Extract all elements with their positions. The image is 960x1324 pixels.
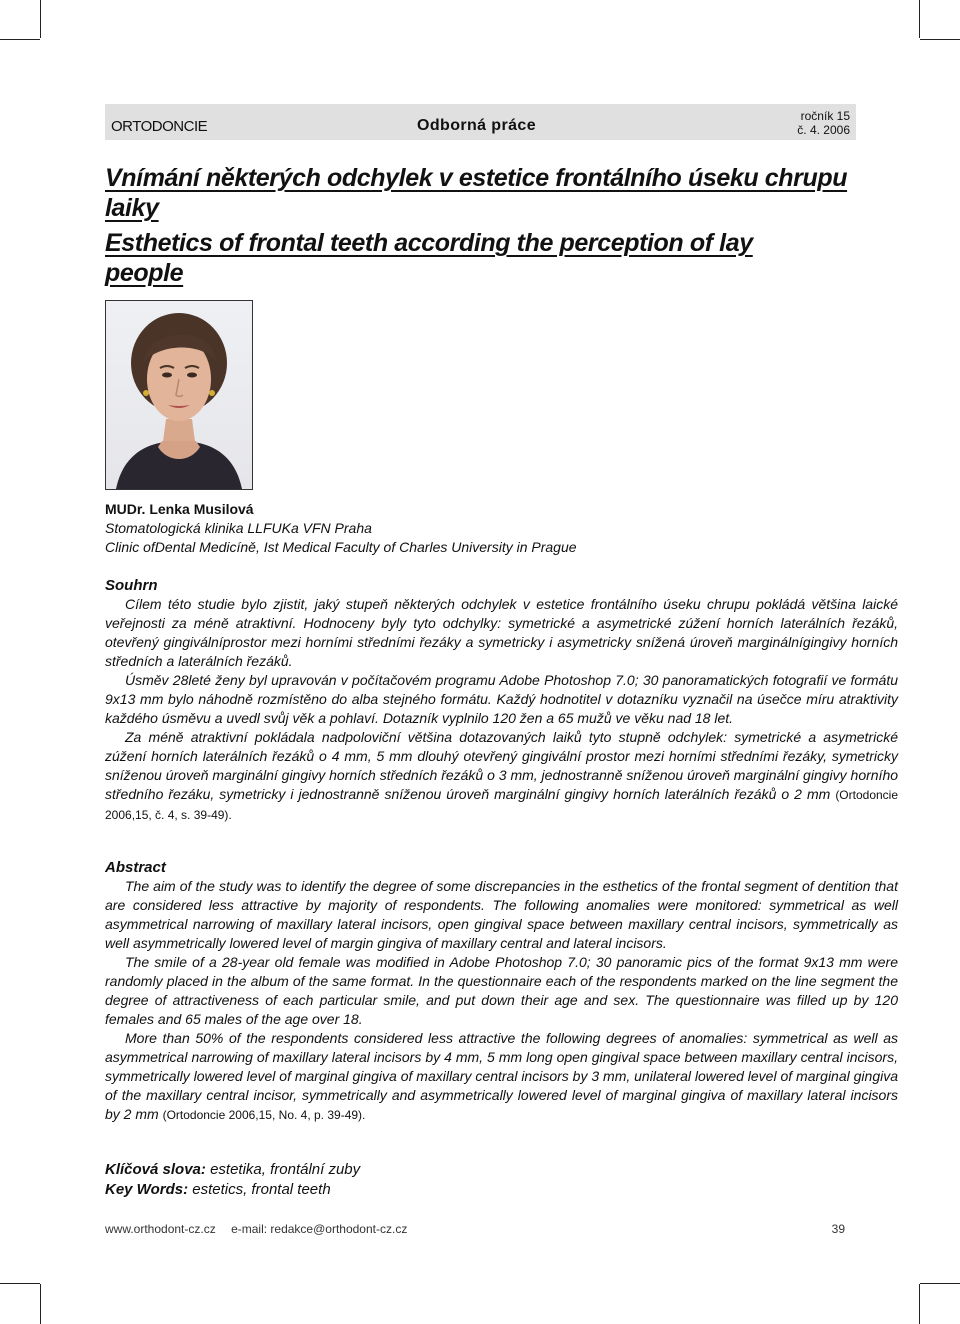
crop-mark — [919, 0, 920, 38]
summary-paragraph — [105, 728, 898, 825]
footer-email[interactable]: e-mail: redakce@orthodont-cz.cz — [231, 1222, 408, 1236]
keywords-english — [105, 1180, 898, 1200]
keywords — [105, 1160, 898, 1200]
author-portrait — [106, 301, 252, 489]
crop-mark — [0, 39, 40, 40]
author-info — [105, 500, 577, 557]
volume-number: ročník 15 — [800, 109, 850, 123]
abstract-paragraph: The aim of the study was to identify the degree of some discrepancies in the esthetics of the frontal segment of dentition that are considered less attractive by majority of respondents. The following anomalies were monitored: symmetrical as well asymmetrical narrowing of maxillary lateral incisors, open gingival space between maxillary central incisors, symmetrically as well asymmetrically lowered level of margin gingiva of maxillary central and lateral incisors. — [105, 878, 898, 951]
section-name: Odborná práce — [417, 117, 537, 134]
keywords-czech-value: estetika, frontální zuby — [210, 1161, 361, 1178]
keywords-english-label: Key Words: — [105, 1181, 189, 1198]
affiliation-czech: Stomatologická klinika LLFUKa VFN Praha — [105, 520, 372, 536]
citation: (Ortodoncie 2006,15, No. 4, p. 39-49). — [162, 1108, 366, 1122]
volume-info — [797, 109, 850, 137]
citation: (Ortodoncie 2006,15, č. 4, s. 39-49). — [105, 788, 899, 822]
crop-mark — [0, 1283, 40, 1284]
summary-heading: Souhrn — [105, 577, 158, 594]
journal-name: ORTODONCIE — [111, 118, 208, 135]
abstract-paragraph: The smile of a 28-year old female was modified in Adobe Photoshop 7.0; 30 panoramic pics of the format 9x13 mm were randomly placed in the album of the same format. In the questionnaire each of the respondents marked on the line segment the degree of attractiveness of each particular smile, and put down their age and sex. The questionnaire was filled up by 120 females and 65 males of the age over 18. — [105, 954, 898, 1027]
crop-mark — [920, 1283, 960, 1284]
summary-paragraph: Cílem této studie bylo zjistit, jaký stupeň některých odchylek v estetice frontálního úseku chrupu pokládá většina laické veřejnosti za méně atraktivní. Hodnoceny byly tyto odchylky: symetrické a asymetrické zúžení horních laterálních řezáků, otevřený gingiválníprostor mezi horními středními řezáky a symetricky i asymetricky snížená úroveň marginálnígingivy horních středních a laterálních řezáků. — [105, 596, 898, 669]
affiliation-english: Clinic ofDental Medicíně, Ist Medical Faculty of Charles University in Prague — [105, 539, 577, 555]
crop-mark — [920, 39, 960, 40]
author-name: MUDr. Lenka Musilová — [105, 501, 254, 517]
journal-header — [105, 104, 856, 140]
issue-number: č. 4. 2006 — [797, 123, 850, 137]
title-english: Esthetics of frontal teeth according the perception of lay people — [105, 229, 753, 287]
summary-czech — [105, 576, 898, 825]
keywords-czech-label: Klíčová slova: — [105, 1161, 206, 1178]
page-number: 39 — [831, 1222, 845, 1236]
abstract-english — [105, 858, 898, 1125]
footer-website[interactable]: www.orthodont-cz.cz — [105, 1222, 216, 1236]
crop-mark — [40, 0, 41, 38]
keywords-english-value: estetics, frontal teeth — [192, 1181, 331, 1198]
abstract-heading: Abstract — [105, 859, 166, 876]
crop-mark — [919, 1284, 920, 1324]
author-photo — [105, 300, 253, 490]
abstract-paragraph — [105, 1029, 898, 1125]
keywords-czech — [105, 1160, 898, 1180]
title-czech: Vnímání některých odchylek v estetice frontálního úseku chrupu laiky — [105, 164, 848, 222]
crop-mark — [40, 1284, 41, 1324]
abstract-text: More than 50% of the respondents considered less attractive the following degrees of anomalies: symmetrical as well as asymmetrical narrowing of maxillary lateral incisors by 4 mm, 5 mm long open gingival space between maxillary central incisors, symmetrically lowered level of marginal gingiva of maxillary central incisors by 3 mm, unilateral lowered level of marginal gingiva of the maxillary central incisor, symmetrically and asymmetrically lowered level of marginal gingiva of maxillary lateral incisors by 2 mm — [105, 1030, 898, 1122]
page-footer — [105, 1222, 857, 1236]
summary-paragraph: Úsměv 28leté ženy byl upravován v počítačovém programu Adobe Photoshop 7.0; 30 panoramatických fotografií ve formátu 9x13 mm bylo náhodně rozmístěno do alba stejného formátu. Každý hodnotitel v dotazníku vyznačil na úsečce míru atraktivity každého úsměvu a uvedl svůj věk a pohlaví. Dotazník vyplnilo 120 žen a 65 mužů ve věku nad 18 let. — [105, 672, 898, 726]
summary-text: Za méně atraktivní pokládala nadpoloviční většina dotazovaných laiků tyto stupně odchylek: symetrické a asymetrické zúžení horních laterálních řezáků o 4 mm, 5 mm dlouhý otevřený gingivální prostor mezi horními středními řezáky, symetricky sníženou úroveň marginální gingivy horních středních řezáků o 3 mm, jednostranně sníženou úroveň marginální gingivy horního středního řezáku, symetricky i jednostranně sníženou úroveň marginální gingivy horních laterálních řezáků o 2 mm — [105, 729, 899, 802]
